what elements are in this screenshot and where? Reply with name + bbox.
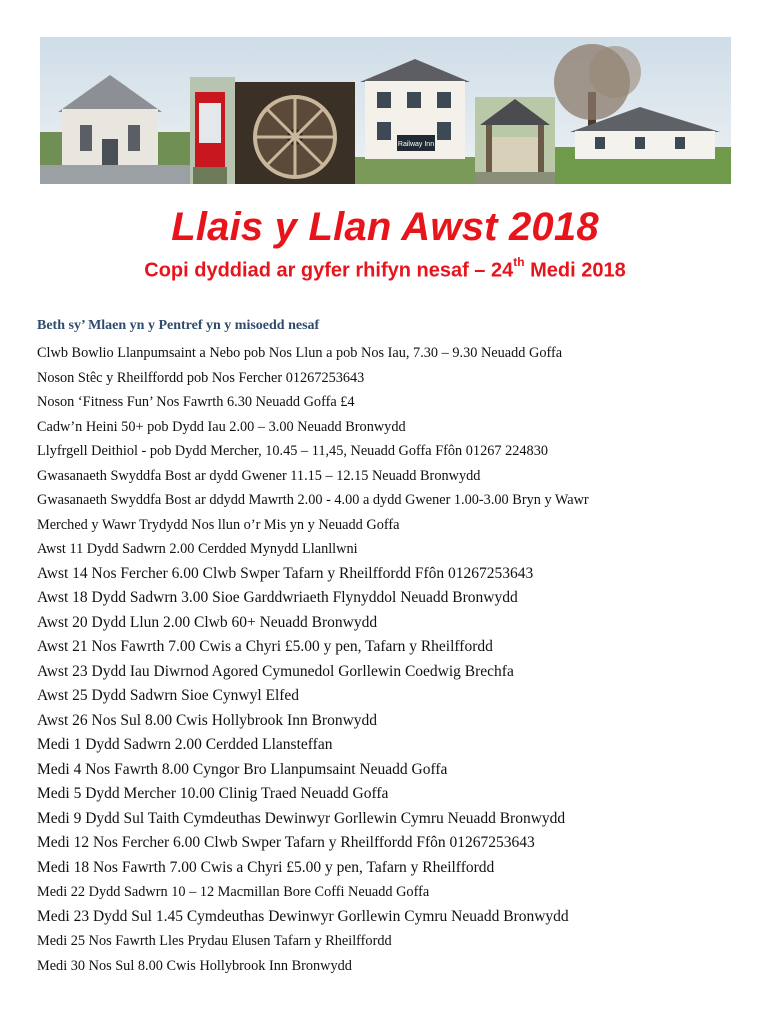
event-item: Awst 26 Nos Sul 8.00 Cwis Hollybrook Inn Bronwydd [37,711,378,729]
event-item: Medi 22 Dydd Sadwrn 10 – 12 Macmillan Bore Coffi Neuadd Goffa [37,884,430,900]
event-item: Medi 1 Dydd Sadwrn 2.00 Cerdded Llansteffan [37,736,333,753]
event-item: Medi 23 Dydd Sul 1.45 Cymdeuthas Dewinwyr Gorllewin Cymru Neuadd Bronwydd [37,907,569,925]
subtitle-text-end: Medi 2018 [524,259,626,282]
phone-box-image [190,77,235,184]
event-item: Noson ‘Fitness Fun’ Nos Fawrth 6.30 Neuadd Goffa £4 [37,394,355,410]
event-item: Awst 20 Dydd Llun 2.00 Clwb 60+ Neuadd Bronwydd [37,613,378,631]
subtitle-superscript: th [513,255,525,269]
event-item: Medi 25 Nos Fawrth Lles Prydau Elusen Tafarn y Rheilffordd [37,933,392,949]
copy-date-subtitle [0,255,770,283]
event-item: Gwasanaeth Swyddfa Bost ar dydd Gwener 11.15 – 12.15 Neuadd Bronwydd [37,467,481,484]
newsletter-title: Llais y Llan Awst 2018 [171,205,599,249]
event-item: Medi 30 Nos Sul 8.00 Cwis Hollybrook Inn Bronwydd [37,957,352,974]
event-item: Llyfrgell Deithiol - pob Dydd Mercher, 10.45 – 11,45, Neuadd Goffa Ffôn 01267 224830 [37,443,548,459]
water-wheel-image [235,82,355,184]
event-item: Medi 9 Dydd Sul Taith Cymdeuthas Dewinwyr Gorllewin Cymru Neuadd Bronwydd [37,809,566,827]
event-item: Awst 14 Nos Fercher 6.00 Clwb Swper Tafarn y Rheilffordd Ffôn 01267253643 [37,564,534,582]
subtitle-text: Copi dyddiad ar gyfer rhifyn nesaf – 24 [144,259,514,282]
events-list [37,341,737,978]
section-heading: Beth sy’ Mlaen yn y Pentref yn y misoedd nesaf [37,318,320,333]
lych-gate-image [475,97,555,184]
event-item: Awst 18 Dydd Sadwrn 3.00 Sioe Garddwriaeth Flynyddol Neuadd Bronwydd [37,589,518,606]
event-item: Noson Stêc y Rheilffordd pob Nos Fercher 01267253643 [37,369,365,386]
event-item: Cadw’n Heini 50+ pob Dydd Iau 2.00 – 3.00 Neuadd Bronwydd [37,418,406,435]
railway-inn-image [355,59,475,184]
banner-collage [40,37,731,184]
event-item: Awst 21 Nos Fawrth 7.00 Cwis a Chyri £5.00 y pen, Tafarn y Rheilffordd [37,638,493,655]
event-item: Awst 11 Dydd Sadwrn 2.00 Cerdded Mynydd Llanllwni [37,541,358,557]
event-item: Merched y Wawr Trydydd Nos llun o’r Mis yn y Neuadd Goffa [37,516,400,533]
village-photo-banner [40,37,731,184]
event-item: Awst 23 Dydd Iau Diwrnod Agored Cymunedol Gorllewin Coedwig Brechfa [37,662,514,680]
event-item: Medi 4 Nos Fawrth 8.00 Cyngor Bro Llanpumsaint Neuadd Goffa [37,760,448,778]
event-item: Medi 5 Dydd Mercher 10.00 Clinig Traed Neuadd Goffa [37,785,389,802]
inn-sign-text: Railway Inn [397,141,435,148]
event-item: Gwasanaeth Swyddfa Bost ar ddydd Mawrth 2.00 - 4.00 a dydd Gwener 1.00-3.00 Bryn y Wawr [37,492,589,508]
event-item: Medi 18 Nos Fawrth 7.00 Cwis a Chyri £5.00 y pen, Tafarn y Rheilffordd [37,858,495,876]
event-item: Awst 25 Dydd Sadwrn Sioe Cynwyl Elfed [37,687,300,704]
event-item: Medi 12 Nos Fercher 6.00 Clwb Swper Tafarn y Rheilffordd Ffôn 01267253643 [37,834,535,851]
event-item: Clwb Bowlio Llanpumsaint a Nebo pob Nos Llun a pob Nos Iau, 7.30 – 9.30 Neuadd Goffa [37,345,563,361]
